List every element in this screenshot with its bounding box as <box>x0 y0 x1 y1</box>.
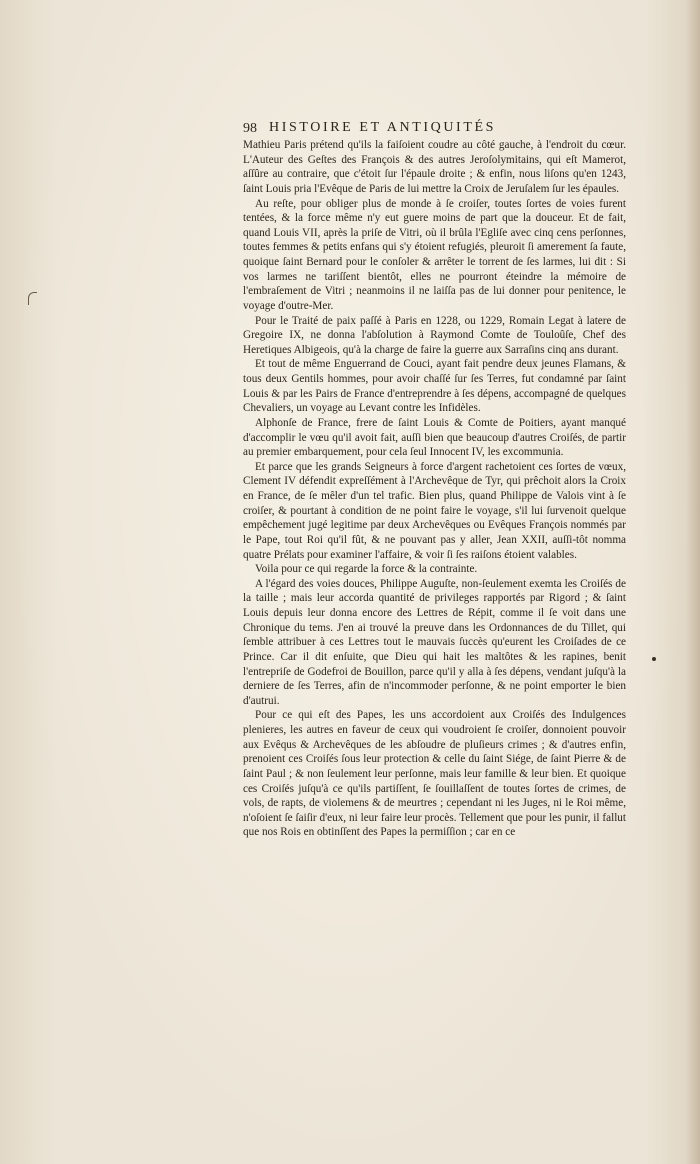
paragraph-force-et-douceur: Au reſte, pour obliger plus de monde à ſe croiſer, toutes ſortes de voies furent tentées, & la force même n'y eut guere moins de part que la douceur. Et de fait, quand Louis VII, après la priſe de Vitri, où il brûla l'Egliſe avec cinq cens perſonnes, toutes femmes & petits enfans qui s'y étoient refugiés, pleuroit ſi amerement ſa faute, quoique ſaint Bernard pour le conſoler & arrêter le torrent de ſes larmes, lui dit : Si vos larmes ne tariſſent bientôt, elles ne pourront éteindre la mémoire de l'embraſement de Vitri ; neanmoins il ne laiſſa pas de lui donner pour penitence, le voyage d'outre-Mer. <box>243 197 626 312</box>
paragraph-force-contrainte: Voila pour ce qui regarde la force & la contrainte. <box>255 563 478 576</box>
paragraph-croix-placement: Mathieu Paris prétend qu'ils la faiſoient coudre au côté gauche, à l'endroit du cœur. L'Auteur des Geſtes des François & des autres Jeroſolymitains, qui eſt Mamerot, aſſûre au contraire, que c'étoit ſur l'épaule droite ; & enfin, nous liſons qu'en 1243, ſaint Louis pria l'Evêque de Paris de lui mettre la Croix de Jeruſalem ſur les épaules. <box>243 139 626 195</box>
paragraph-papes-indulgences: Pour ce qui eſt des Papes, les uns accordoient aux Croiſés des Indulgences plenieres, les autres en faveur de ceux qui voudroient ſe croiſer, donnoient pouvoir aux Evêqus & Archevêques de les abſoudre de pluſieurs crimes ; & d'autres enfin, prenoient ces Croiſés ſous leur protection & celle du ſaint Siége, de ſaint Pierre & de ſaint Paul ; & non ſeulement leur perſonne, mais leur famille & leur bien. Et quoique ces Croiſés juſqu'à ce qu'ils partiſſent, ſe ſouillaſſent de toutes ſortes de crimes, de vols, de rapts, de violemens & de meurtres ; cependant ni les Juges, ni le Roi même, n'oſoient ſe ſaiſir d'eux, ni leur faire leur procès. Tellement que pour les punir, il fallut que nos Rois en obtinſſent des Papes la permiſſion ; car en ce <box>243 709 626 839</box>
margin-dot-icon <box>652 657 656 661</box>
paragraph-voies-douces: A l'égard des voies douces, Philippe Auguſte, non-ſeulement exemta les Croiſés de la taille ; mais leur accorda quantité de privileges rapportés par Rigord ; & ſaint Louis depuis leur donna encore des Lettres de Répit, comme il ſe voit dans une Chronique du tems. J'en ai trouvé la preuve dans les Ordonnances de du Tillet, qui ſemble attribuer à ces Lettres tout le mauvais ſuccès qu'eurent les Croiſades de ce Prince. Car il dit enſuite, que Dieu qui hait les maltôtes & les rapines, benit l'entrepriſe de Godefroi de Bouillon, parce qu'il y alla à ſes dépens, vendant juſqu'à la derniere de ſes Terres, afin de n'incommoder perſonne, & ne point emporter le bien d'autrui. <box>243 577 626 707</box>
page-number: 98 <box>243 121 257 136</box>
body-text <box>243 138 626 840</box>
paragraph-alphonse-de-france: Alphonſe de France, frere de ſaint Louis & Comte de Poitiers, ayant manqué d'accomplir le vœu qu'il avoit fait, auſſi bien que beaucoup d'autres Croiſés, de partir au premier embarquement, pour cela ſeul Innocent IV, les excommunia. <box>243 416 626 459</box>
running-title: HISTOIRE ET ANTIQUITÉS <box>269 120 497 135</box>
paragraph-enguerrand-de-couci: Et tout de même Enguerrand de Couci, ayant fait pendre deux jeunes Flamans, & tous deux Gentils hommes, pour avoir chaſſé ſur ſes Terres, fut condamné par ſaint Louis & par les Pairs de France d'entreprendre à ſes dépens, accompagné de quelques Chevaliers, un voyage au Levant contre les Infidèles. <box>243 358 626 415</box>
page-header <box>243 120 610 140</box>
margin-mark-icon <box>28 292 37 305</box>
paragraph-traite-de-paix: Pour le Traité de paix paſſé à Paris en 1228, ou 1229, Romain Legat à latere de Gregoire IX, ne donna l'abſolution à Raymond Comte de Touloûſe, Chef des Heretiques Albigeois, qu'à la charge de faire la guerre aux Sarraſins cinq ans durant. <box>243 314 626 356</box>
paragraph-rachat-des-voeux: Et parce que les grands Seigneurs à force d'argent rachetoient ces ſortes de vœux, Clement IV défendit expreſſément à l'Archevêque de Tyr, qui prêchoit alors la Croix en France, de ſe mêler d'un tel trafic. Bien plus, quand Philippe de Valois vint à ſe croiſer, & pourtant à condition de ne point faire le voyage, s'il lui ſurvenoit quelque empêchement jugé legitime par deux Archevêques ou Evêques François nommés par le Pape, tout Roi qu'il fût, & ne pouvant pas y aller, Jean XXII, auſſi-tôt nomma quatre Prélats pour examiner l'affaire, & voir ſi ſes raiſons étoient valables. <box>243 460 626 561</box>
